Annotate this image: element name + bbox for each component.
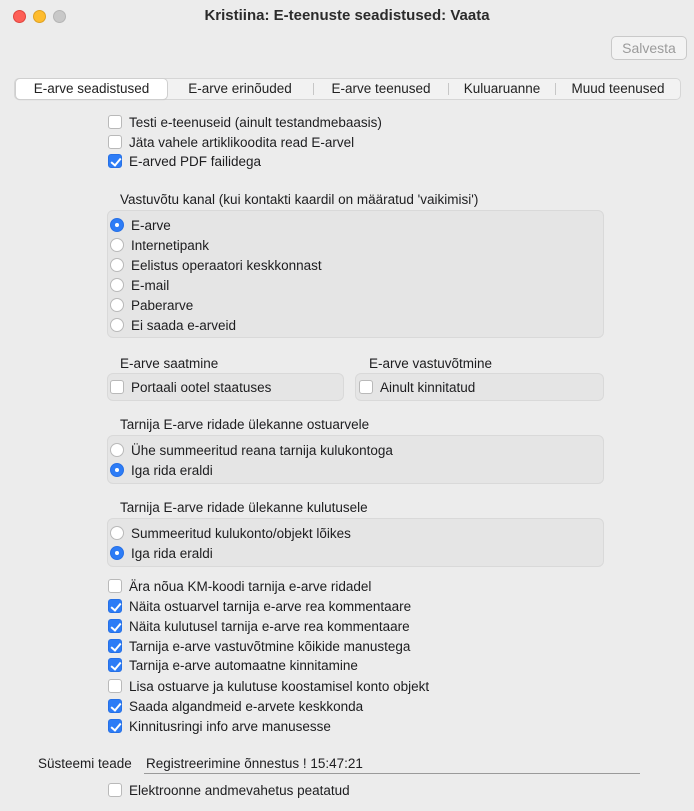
radio-button[interactable] <box>110 443 124 457</box>
system-message-field: Registreerimine õnnestus ! 15:47:21 <box>144 754 640 774</box>
tab-e-invoice-settings[interactable]: E-arve seadistused <box>16 79 167 99</box>
option-show-purchase-comments[interactable] <box>108 597 411 615</box>
checkbox[interactable] <box>108 579 122 593</box>
checkbox[interactable] <box>108 639 122 653</box>
radio-button[interactable] <box>110 546 124 560</box>
purchase-transfer-option-each-row[interactable] <box>110 461 213 479</box>
tab-other-services[interactable]: Muud teenused <box>571 81 665 96</box>
option-pdf-files[interactable] <box>108 152 261 170</box>
channel-group-title: Vastuvõtu kanal (kui kontakti kaardil on määratud 'vaikimisi') <box>120 192 479 207</box>
option-label: Kinnitusringi info arve manusesse <box>129 718 331 734</box>
checkbox[interactable] <box>108 679 122 693</box>
checkbox[interactable] <box>108 783 122 797</box>
option-label: Tarnija e-arve automaatne kinnitamine <box>129 657 358 673</box>
tab-expense-report[interactable]: Kuluaruanne <box>463 81 541 96</box>
sending-group-title: E-arve saatmine <box>120 356 219 371</box>
tab-e-invoice-services[interactable]: E-arve teenused <box>331 81 431 96</box>
channel-option-operator-preference[interactable] <box>110 256 322 274</box>
checkbox[interactable] <box>110 380 124 394</box>
option-label: E-arved PDF failidega <box>129 153 262 169</box>
option-label: Iga rida eraldi <box>131 545 213 561</box>
option-only-confirmed[interactable] <box>359 378 475 396</box>
option-send-master-data[interactable] <box>108 697 363 715</box>
channel-option-email[interactable] <box>110 276 169 294</box>
radio-button[interactable] <box>110 298 124 312</box>
receiving-group-title: E-arve vastuvõtmine <box>369 356 493 371</box>
option-label: Elektroonne andmevahetus peatatud <box>129 782 350 798</box>
option-label: Ära nõua KM-koodi tarnija e-arve ridadel <box>129 578 372 594</box>
option-label: Ainult kinnitatud <box>380 379 476 395</box>
option-label: Ei saada e-arveid <box>131 317 237 333</box>
option-data-exchange-paused[interactable] <box>108 781 350 799</box>
window-title: Kristiina: E-teenuste seadistused: Vaata <box>204 7 490 24</box>
radio-button[interactable] <box>110 526 124 540</box>
checkbox[interactable] <box>108 619 122 633</box>
option-label: Summeeritud kulukonto/objekt lõikes <box>131 525 351 541</box>
option-no-vat-code[interactable] <box>108 577 371 595</box>
channel-option-no-e-invoices[interactable] <box>110 316 236 334</box>
checkbox[interactable] <box>108 115 122 129</box>
tab-bar <box>14 78 681 100</box>
tab-e-invoice-requirements[interactable]: E-arve erinõuded <box>188 81 292 96</box>
option-test-e-services[interactable] <box>108 113 382 131</box>
save-button[interactable]: Salvesta <box>611 36 687 60</box>
checkbox[interactable] <box>108 719 122 733</box>
option-label: Saada algandmeid e-arvete keskkonda <box>129 698 364 714</box>
channel-option-internet-bank[interactable] <box>110 236 209 254</box>
checkbox[interactable] <box>108 599 122 613</box>
option-label: E-mail <box>131 277 170 293</box>
option-label: Näita ostuarvel tarnija e-arve rea kommentaare <box>129 598 412 614</box>
expense-transfer-title: Tarnija E-arve ridade ülekanne kulutusele <box>120 500 368 515</box>
radio-button[interactable] <box>110 218 124 232</box>
radio-button[interactable] <box>110 463 124 477</box>
option-show-expense-comments[interactable] <box>108 617 410 635</box>
option-label: Tarnija e-arve vastuvõtmine kõikide manustega <box>129 638 411 654</box>
radio-button[interactable] <box>110 238 124 252</box>
checkbox[interactable] <box>108 658 122 672</box>
channel-option-paper[interactable] <box>110 296 193 314</box>
expense-transfer-option-summed[interactable] <box>110 524 351 542</box>
option-portal-pending[interactable] <box>110 378 271 396</box>
title-bar <box>0 0 694 34</box>
checkbox[interactable] <box>359 380 373 394</box>
option-label: Ühe summeeritud reana tarnija kulukontoga <box>131 442 393 458</box>
option-label: Lisa ostuarve ja kulutuse koostamisel konto objekt <box>129 678 430 694</box>
option-label: Eelistus operaatori keskkonnast <box>131 257 322 273</box>
option-auto-confirm[interactable] <box>108 656 358 674</box>
option-skip-rows-without-code[interactable] <box>108 133 354 151</box>
radio-button[interactable] <box>110 278 124 292</box>
radio-button[interactable] <box>110 258 124 272</box>
purchase-transfer-option-summed[interactable] <box>110 441 393 459</box>
purchase-transfer-title: Tarnija E-arve ridade ülekanne ostuarvele <box>120 417 370 432</box>
option-label: Paberarve <box>131 297 194 313</box>
option-label: Iga rida eraldi <box>131 462 213 478</box>
option-approval-info-attachment[interactable] <box>108 717 331 735</box>
radio-button[interactable] <box>110 318 124 332</box>
checkbox[interactable] <box>108 154 122 168</box>
option-label: Testi e-teenuseid (ainult testandmebaasis) <box>129 114 382 130</box>
checkbox[interactable] <box>108 699 122 713</box>
expense-transfer-option-each-row[interactable] <box>110 544 213 562</box>
option-label: Jäta vahele artiklikoodita read E-arvel <box>129 134 355 150</box>
system-message-label: Süsteemi teade <box>38 756 132 771</box>
option-label: E-arve <box>131 217 171 233</box>
option-receive-all-attachments[interactable] <box>108 637 410 655</box>
option-add-account-object[interactable] <box>108 677 429 695</box>
checkbox[interactable] <box>108 135 122 149</box>
option-label: Portaali ootel staatuses <box>131 379 272 395</box>
option-label: Näita kulutusel tarnija e-arve rea kommentaare <box>129 618 410 634</box>
option-label: Internetipank <box>131 237 210 253</box>
channel-option-e-invoice[interactable] <box>110 216 171 234</box>
